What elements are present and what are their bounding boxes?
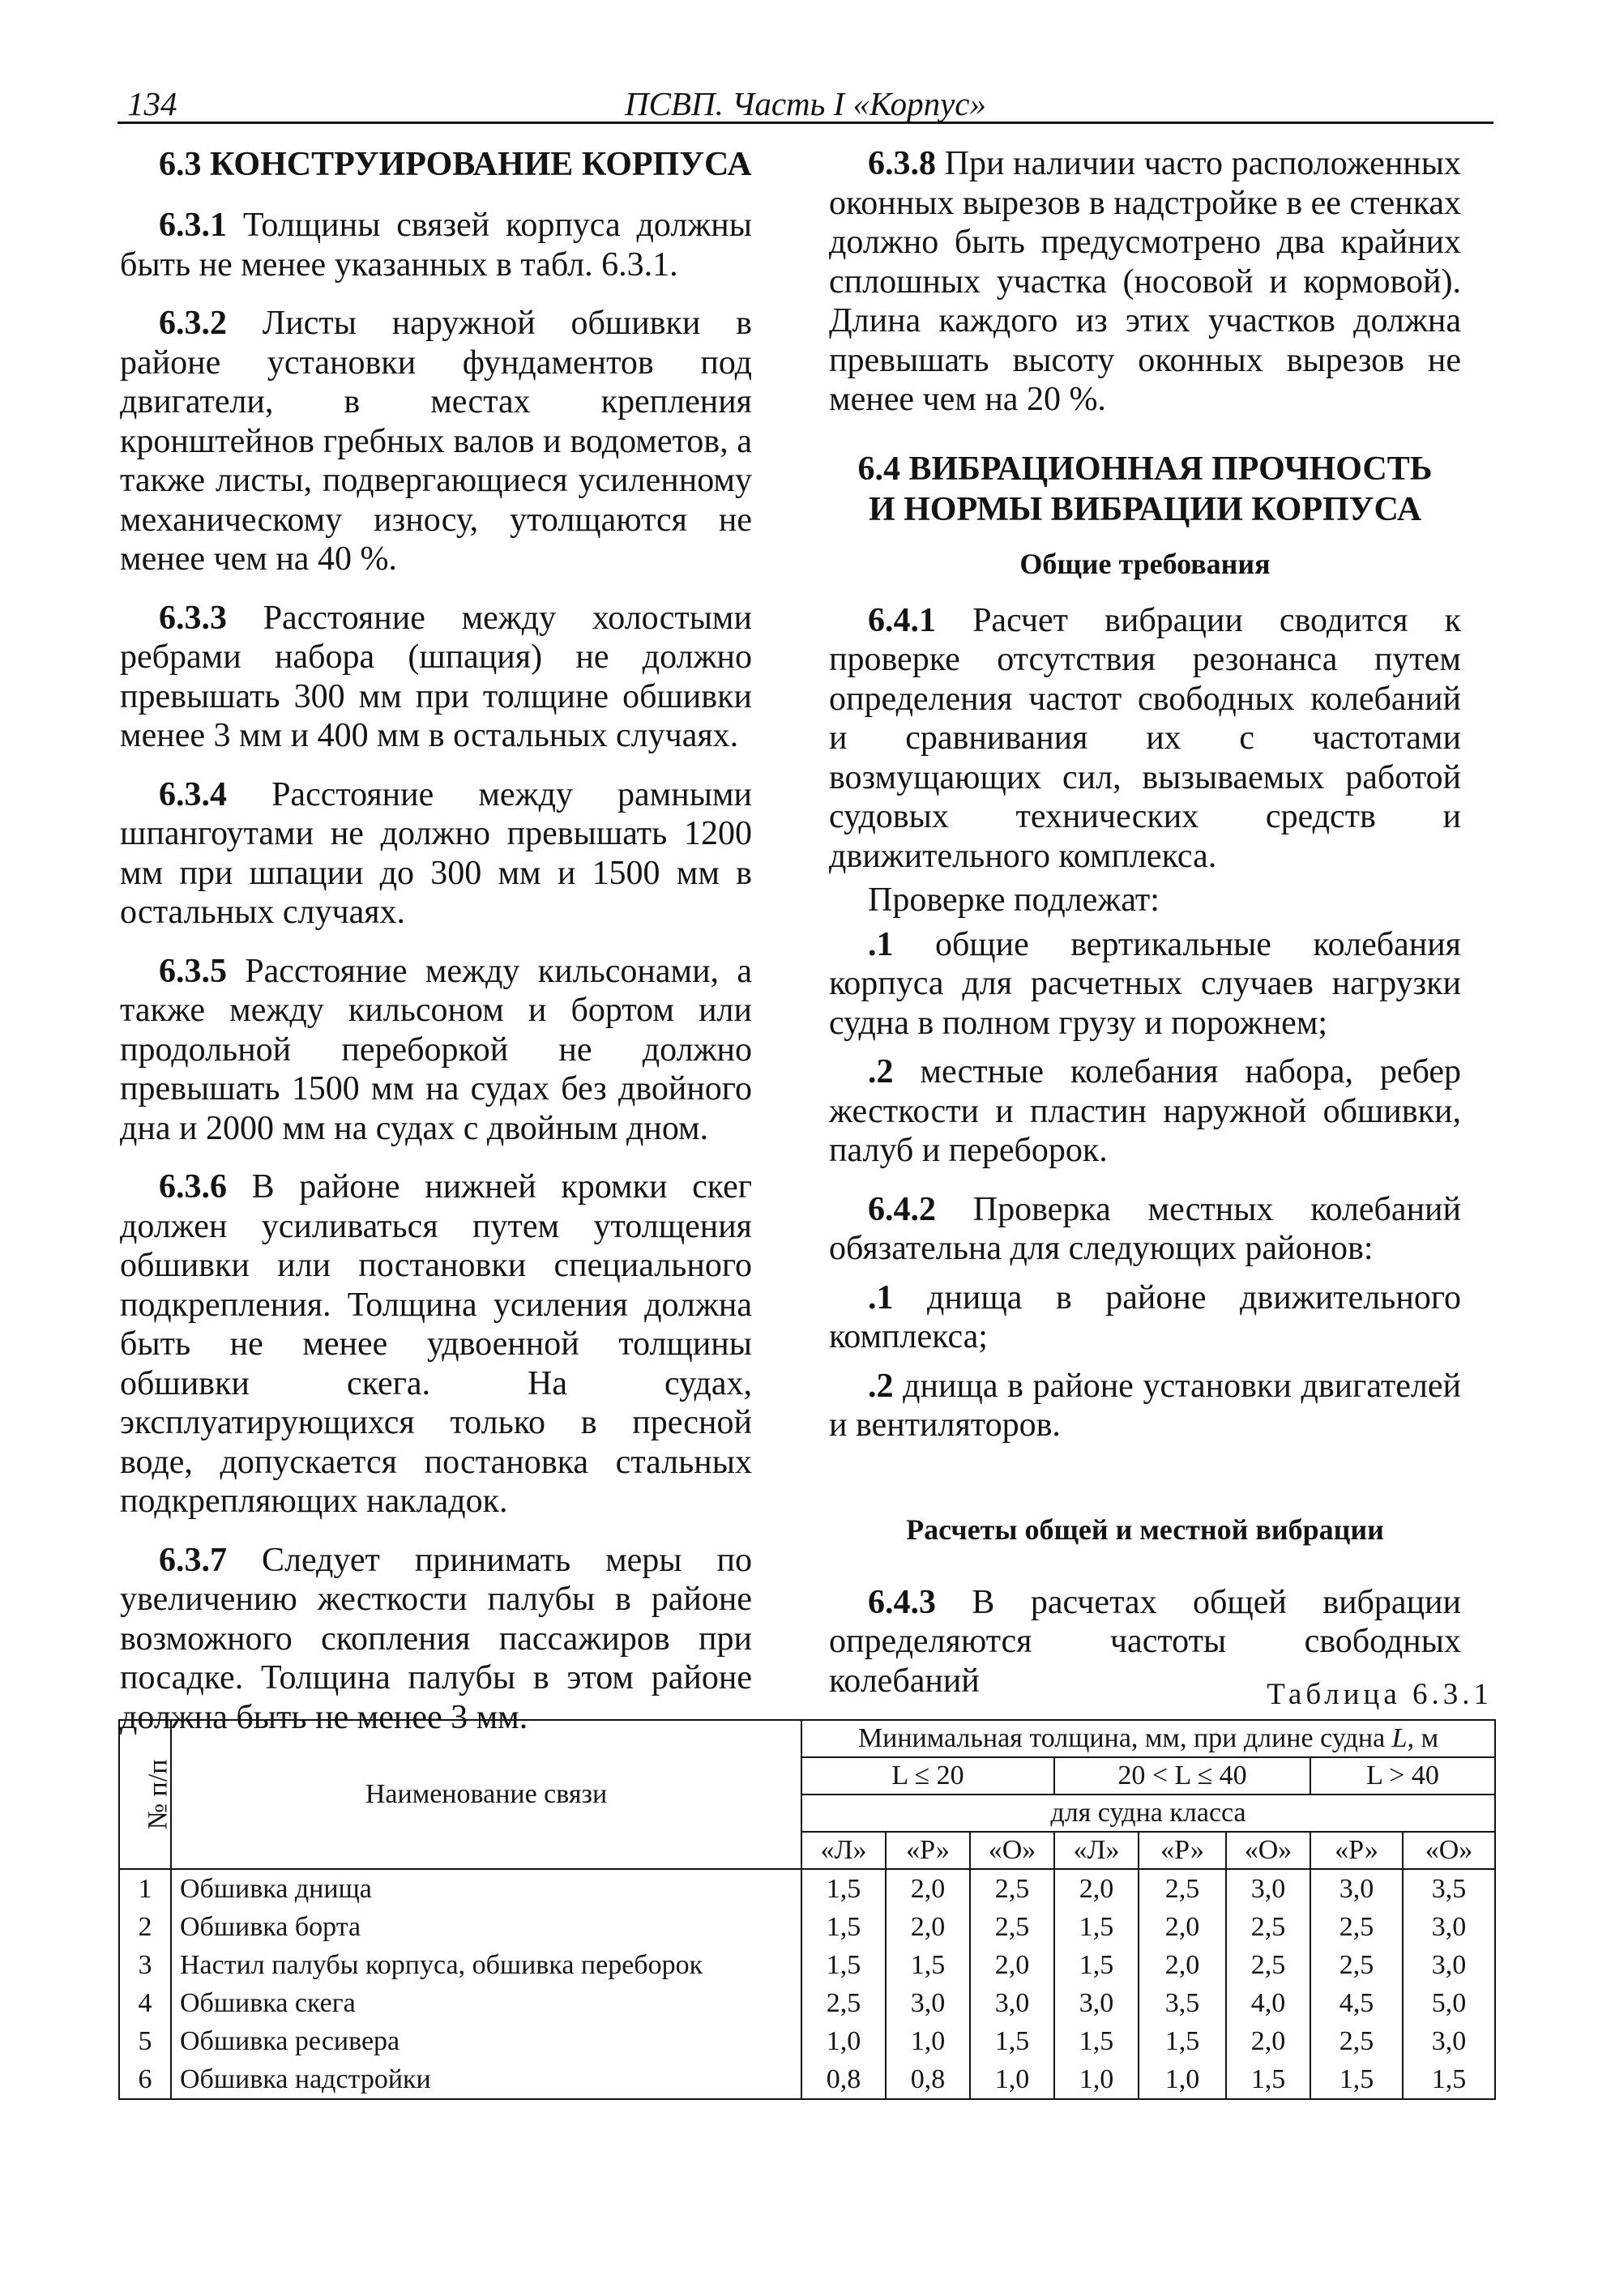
header-class-cell: «О» — [1403, 1832, 1495, 1869]
header-length-group: L ≤ 20 — [801, 1757, 1054, 1795]
thickness-value-cell: 1,0 — [970, 2060, 1054, 2099]
clause-number: 6.3.3 — [159, 599, 227, 637]
thickness-value-cell: 1,5 — [1054, 1946, 1139, 1984]
thickness-value-cell: 3,0 — [1403, 1946, 1495, 1984]
header-class-cell: «Л» — [1054, 1832, 1139, 1869]
thickness-value-cell: 2,0 — [886, 1869, 970, 1908]
header-class-cell: «Р» — [1139, 1832, 1226, 1869]
clause-text: Толщины связей корпуса должны быть не менее указанных в табл. 6.3.1. — [120, 207, 752, 284]
subheading-general-requirements: Общие требования — [1019, 547, 1271, 580]
thickness-value-cell: 2,5 — [1310, 1946, 1403, 1984]
check-intro: Проверке подлежат: — [868, 881, 1160, 919]
thickness-value-cell: 2,5 — [970, 1869, 1054, 1908]
clause-text: Проверка местных колебаний обязательна для следующих районов: — [829, 1190, 1461, 1267]
header-class-cell: «Р» — [1310, 1832, 1403, 1869]
paragraph-6-3-8 — [829, 144, 1461, 420]
table-row — [119, 1946, 1495, 1984]
header-class-cell: «Л» — [801, 1832, 886, 1869]
thickness-value-cell: 2,5 — [1226, 1908, 1310, 1946]
paragraph-6-4-2 — [829, 1190, 1461, 1269]
paragraph-6-3-3 — [120, 599, 752, 756]
thickness-value-cell: 3,0 — [1226, 1869, 1310, 1908]
thickness-value-cell: 1,5 — [801, 1946, 886, 1984]
item-text: днища в районе установки двигателей и вентиляторов. — [829, 1367, 1461, 1444]
thickness-value-cell: 1,5 — [970, 2022, 1054, 2060]
local-item-1 — [829, 1278, 1461, 1357]
table-row — [119, 1908, 1495, 1946]
thickness-value-cell: 3,0 — [1310, 1869, 1403, 1908]
thickness-value-cell: 2,5 — [801, 1984, 886, 2022]
table-row — [119, 2022, 1495, 2060]
paragraph-6-3-2 — [120, 304, 752, 579]
clause-number: 6.4.2 — [868, 1190, 936, 1228]
check-item-2 — [829, 1052, 1461, 1171]
element-name-cell: Настил палубы корпуса, обшивка переборок — [171, 1946, 801, 1984]
clause-number: 6.4.1 — [868, 601, 936, 639]
element-name-cell: Обшивка надстройки — [171, 2060, 801, 2099]
thickness-value-cell: 0,8 — [886, 2060, 970, 2099]
item-number: .2 — [868, 1367, 894, 1405]
thickness-value-cell: 2,5 — [1310, 2022, 1403, 2060]
paragraph-6-3-7 — [120, 1541, 752, 1738]
thickness-value-cell: 3,5 — [1139, 1984, 1226, 2022]
thickness-value-cell: 2,0 — [1139, 1908, 1226, 1946]
thickness-value-cell: 1,5 — [886, 1946, 970, 1984]
section-heading-6-3: 6.3 КОНСТРУИРОВАНИЕ КОРПУСА — [159, 146, 752, 183]
clause-number: 6.4.3 — [868, 1583, 936, 1621]
thickness-value-cell: 1,5 — [801, 1908, 886, 1946]
thickness-value-cell: 3,5 — [1403, 1869, 1495, 1908]
section-heading-line: 6.4 ВИБРАЦИОННАЯ ПРОЧНОСТЬ — [857, 450, 1433, 488]
clause-text: Листы наружной обшивки в районе установки фундаментов под двигатели, в местах крепления кронштейнов гребных валов и водометов, а также листы, подвергающиеся усиленному механическому износу, утолщаются не менее чем на 40 %. — [120, 305, 752, 578]
clause-number: 6.3.8 — [868, 145, 936, 182]
thickness-value-cell: 2,5 — [1139, 1869, 1226, 1908]
thickness-value-cell: 3,0 — [1403, 1908, 1495, 1946]
paragraph-6-3-4 — [120, 775, 752, 932]
element-name-cell: Обшивка ресивера — [171, 2022, 801, 2060]
item-text: местные колебания набора, ребер жесткости и пластин наружной обшивки, палуб и переборок. — [829, 1053, 1461, 1169]
thickness-value-cell: 1,5 — [801, 1869, 886, 1908]
thickness-value-cell: 1,5 — [1054, 1908, 1139, 1946]
table-caption: Таблица 6.3.1 — [1267, 1678, 1493, 1711]
element-name-cell: Обшивка борта — [171, 1908, 801, 1946]
section-heading-line: И НОРМЫ ВИБРАЦИИ КОРПУСА — [868, 490, 1422, 528]
element-name-cell: Обшивка скега — [171, 1984, 801, 2022]
thickness-value-cell: 0,8 — [801, 2060, 886, 2099]
thickness-value-cell: 3,0 — [886, 1984, 970, 2022]
clause-text: Следует принимать меры по увеличению жесткости палубы в районе возможного скопления пассажиров при посадке. Толщина палубы в этом районе должна быть не менее 3 мм. — [120, 1541, 752, 1736]
thickness-value-cell: 2,5 — [1226, 1946, 1310, 1984]
thickness-value-cell: 1,0 — [886, 2022, 970, 2060]
header-row-number: № п/п — [119, 1720, 171, 1869]
thickness-value-cell: 4,0 — [1226, 1984, 1310, 2022]
item-number: .2 — [868, 1053, 894, 1090]
table-row — [119, 1984, 1495, 2022]
item-text: днища в районе движительного комплекса; — [829, 1278, 1461, 1355]
header-class-cell: «Р» — [886, 1832, 970, 1869]
thickness-value-cell: 2,0 — [886, 1908, 970, 1946]
row-number-cell: 2 — [119, 1908, 171, 1946]
clause-number: 6.3.5 — [159, 952, 227, 990]
thickness-value-cell: 1,5 — [1403, 2060, 1495, 2099]
item-number: .1 — [868, 925, 894, 963]
thickness-value-cell: 2,5 — [1310, 1908, 1403, 1946]
section-heading-6-4 — [829, 449, 1461, 530]
row-number-cell: 1 — [119, 1869, 171, 1908]
left-column — [120, 144, 752, 1756]
thickness-value-cell: 2,0 — [970, 1946, 1054, 1984]
row-number-cell: 3 — [119, 1946, 171, 1984]
clause-text: В районе нижней кромки скег должен усиливаться путем утолщения обшивки или постановки специального подкрепления. Толщина усиления должна быть не менее удвоенной толщины обшивки скега. На судах, эксплуатирующихся только в пресной воде, допускается постановка стальных подкрепляющих накладок. — [120, 1168, 752, 1520]
table-row — [119, 2060, 1495, 2099]
check-item-1 — [829, 925, 1461, 1043]
thickness-value-cell: 2,0 — [1139, 1946, 1226, 1984]
paragraph-6-3-6 — [120, 1167, 752, 1521]
thickness-value-cell: 1,5 — [1139, 2022, 1226, 2060]
item-number: .1 — [868, 1278, 894, 1317]
header-vessel-class: для судна класса — [801, 1795, 1495, 1832]
header-element-name: Наименование связи — [171, 1720, 801, 1869]
clause-text: В расчетах общей вибрации определяются частоты свободных колебаний — [829, 1583, 1461, 1700]
paragraph-6-4-1 — [829, 601, 1461, 877]
running-header — [118, 81, 1493, 124]
thickness-value-cell: 2,0 — [1054, 1869, 1139, 1908]
right-column — [829, 144, 1461, 1720]
paragraph-6-3-5 — [120, 952, 752, 1149]
thickness-value-cell: 1,5 — [1054, 2022, 1139, 2060]
header-class-cell: «О» — [1226, 1832, 1310, 1869]
clause-number: 6.3.6 — [159, 1168, 227, 1206]
table-row — [119, 1869, 1495, 1908]
clause-number: 6.3.4 — [159, 775, 227, 813]
thickness-value-cell: 1,0 — [1054, 2060, 1139, 2099]
subheading-vibration-calculations: Расчеты общей и местной вибрации — [906, 1513, 1384, 1546]
thickness-value-cell: 3,0 — [970, 1984, 1054, 2022]
thickness-value-cell: 3,0 — [1054, 1984, 1139, 2022]
thickness-value-cell: 5,0 — [1403, 1984, 1495, 2022]
header-min-thickness: Минимальная толщина, мм, при длине судна L, м — [801, 1720, 1495, 1757]
clause-text: Расстояние между рамными шпангоутами не должно превышать 1200 мм при шпации до 300 мм и 1500 мм в остальных случаях. — [120, 775, 752, 931]
clause-number: 6.3.1 — [159, 207, 227, 244]
thickness-table — [118, 1719, 1496, 2100]
clause-text: При наличии часто расположенных оконных вырезов в надстройке в ее стенках должно быть предусмотрено два крайних сплошных участка (носовой и кормовой). Длина каждого из этих участков должна превышать высоту оконных вырезов не менее чем на 20 %. — [829, 145, 1461, 418]
thickness-value-cell: 3,0 — [1403, 2022, 1495, 2060]
thickness-value-cell: 1,0 — [1139, 2060, 1226, 2099]
thickness-value-cell: 2,0 — [1226, 2022, 1310, 2060]
clause-number: 6.3.2 — [159, 305, 227, 342]
thickness-value-cell: 4,5 — [1310, 1984, 1403, 2022]
page-number: 134 — [127, 85, 177, 122]
row-number-cell: 4 — [119, 1984, 171, 2022]
clause-number: 6.3.7 — [159, 1541, 227, 1579]
local-item-2 — [829, 1367, 1461, 1445]
element-name-cell: Обшивка днища — [171, 1869, 801, 1908]
header-length-group: 20 < L ≤ 40 — [1054, 1757, 1310, 1795]
clause-text: Расчет вибрации сводится к проверке отсутствия резонанса путем определения частот свободных колебаний и сравнивания их с частотами возмущающих сил, вызываемых работой судовых технических средств и движительного комплекса. — [829, 601, 1461, 875]
thickness-value-cell: 1,5 — [1310, 2060, 1403, 2099]
thickness-value-cell: 1,0 — [801, 2022, 886, 2060]
row-number-cell: 6 — [119, 2060, 171, 2099]
row-number-cell: 5 — [119, 2022, 171, 2060]
item-text: общие вертикальные колебания корпуса для расчетных случаев нагрузки судна в полном грузу и порожнем; — [829, 925, 1461, 1042]
thickness-value-cell: 2,5 — [970, 1908, 1054, 1946]
header-length-group: L > 40 — [1310, 1757, 1495, 1795]
clause-text: Расстояние между холостыми ребрами набора (шпация) не должно превышать 300 мм при толщине обшивки менее 3 мм и 400 мм в остальных случаях. — [120, 599, 752, 754]
paragraph-6-3-1 — [120, 206, 752, 284]
thickness-value-cell: 1,5 — [1226, 2060, 1310, 2099]
clause-text: Расстояние между кильсонами, а также между кильсоном и бортом или продольной переборкой не должно превышать 1500 мм на судах без двойного дна и 2000 мм на судах с двойным дном. — [120, 952, 752, 1147]
running-title: ПСВП. Часть I «Корпус» — [624, 85, 987, 122]
header-class-cell: «О» — [970, 1832, 1054, 1869]
